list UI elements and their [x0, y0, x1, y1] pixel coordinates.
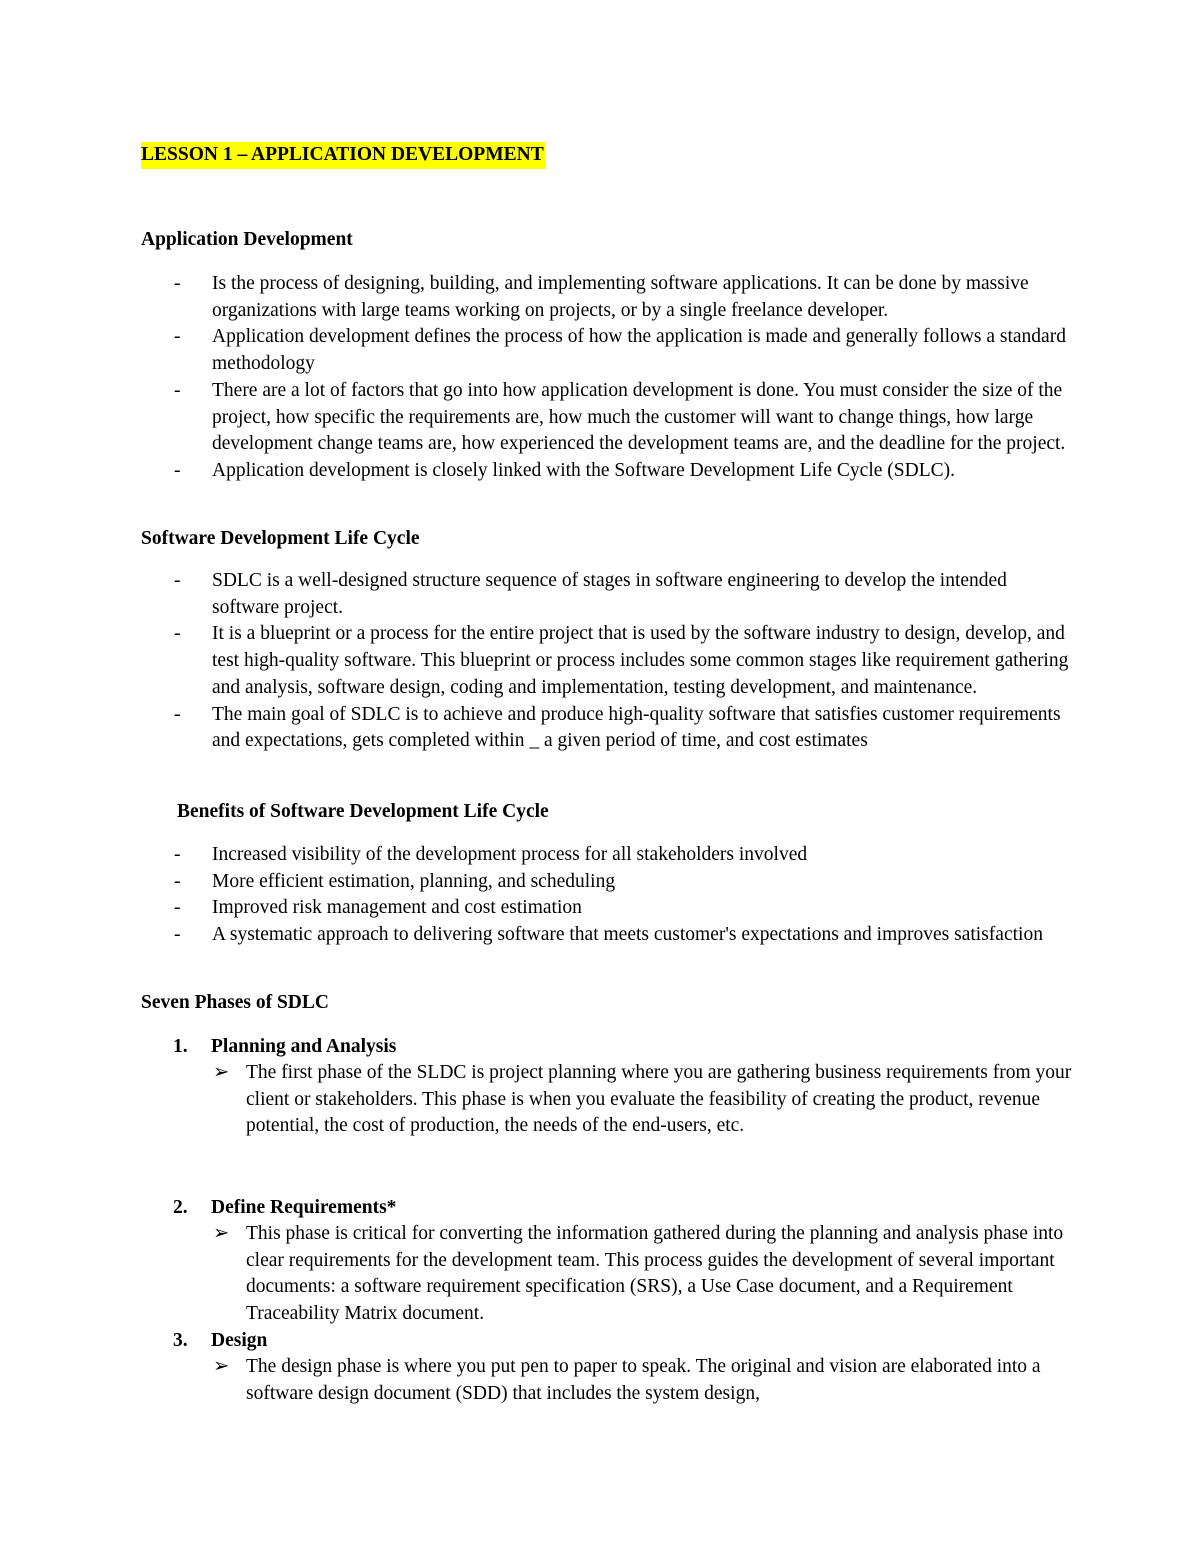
heading-sdlc: Software Development Life Cycle — [141, 528, 420, 549]
list-item: - More efficient estimation, planning, and scheduling — [141, 869, 1071, 896]
sdlc-list — [141, 568, 1071, 755]
benefits-list — [141, 842, 1071, 949]
list-item: - It is a blueprint or a process for the entire project that is used by the software industry to design, develop, and test high-quality software. This blueprint or process includes some common stages like requirement gathering and analysis, software design, coding and implementation, testing development, and maintenance. — [174, 623, 1069, 698]
list-item: - There are a lot of factors that go into how application development is done. You must consider the size of the project, how specific the requirements are, how much the customer will want to change things, how large development change teams are, how experienced the development teams are, and the deadline for the project. — [174, 379, 1066, 455]
phase-3-description: ➢ The design phase is where you put pen to paper to speak. The original and vision are elaborated into a software design document (SDD) that includes the system design, — [213, 1356, 1041, 1404]
heading-application-development: Application Development — [141, 229, 353, 250]
arrow-bullet-icon: ➢ — [213, 1223, 230, 1244]
phase-1-title: 1. Planning and Analysis — [173, 1036, 397, 1057]
dash-bullet: - — [174, 623, 181, 645]
list-item: - SDLC is a well-designed structure sequence of stages in software engineering to develop the intended software project. — [174, 570, 1007, 618]
dash-bullet: - — [174, 924, 181, 946]
phase-2-title: 2. Define Requirements* — [173, 1197, 397, 1218]
lesson-title: LESSON 1 – APPLICATION DEVELOPMENT — [141, 142, 545, 169]
dash-bullet: - — [174, 379, 181, 401]
list-item: - Increased visibility of the development process for all stakeholders involved — [141, 842, 1071, 869]
list-item: - Is the process of designing, building, and implementing software applications. It can be done by massive organizations with large teams working on projects, or by a single freelance developer. — [174, 273, 1029, 321]
heading-benefits-sdlc: Benefits of Software Development Life Cycle — [177, 801, 549, 822]
heading-seven-phases: Seven Phases of SDLC — [141, 992, 329, 1013]
arrow-bullet-icon: ➢ — [213, 1062, 230, 1083]
phase-1-description: ➢ The first phase of the SLDC is project planning where you are gathering business requirements from your client or stakeholders. This phase is when you evaluate the feasibility of creating the product, revenue potential, the cost of production, the needs of the end-users, etc. — [213, 1062, 1072, 1137]
application-development-list — [141, 271, 1071, 485]
list-item: - Improved risk management and cost estimation — [141, 895, 1071, 922]
dash-bullet: - — [174, 870, 181, 892]
phase-3-title: 3. Design — [173, 1330, 268, 1351]
phase-2-description: ➢ This phase is critical for converting the information gathered during the planning and analysis phase into clear requirements for the development team. This process guides the development of several important documents: a software requirement specification (SRS), a Use Case document, and a Requirement Traceability Matrix document. — [213, 1223, 1064, 1325]
dash-bullet: - — [174, 844, 181, 865]
dash-bullet: - — [174, 273, 181, 294]
dash-bullet: - — [174, 326, 181, 348]
arrow-bullet-icon: ➢ — [213, 1356, 230, 1377]
list-item: - Application development defines the process of how the application is made and generally follows a standard methodology — [174, 326, 1066, 375]
dash-bullet: - — [174, 897, 181, 919]
dash-bullet: - — [174, 459, 181, 481]
list-item: - A systematic approach to delivering software that meets customer's expectations and improves satisfaction — [141, 922, 1071, 949]
dash-bullet: - — [174, 703, 181, 725]
list-item: - The main goal of SDLC is to achieve and produce high-quality software that satisfies customer requirements and expectations, gets completed within _ a given period of time, and cost estimates — [174, 703, 1061, 752]
list-item: - Application development is closely linked with the Software Development Life Cycle (SDLC). — [141, 458, 1071, 485]
dash-bullet: - — [174, 570, 181, 591]
